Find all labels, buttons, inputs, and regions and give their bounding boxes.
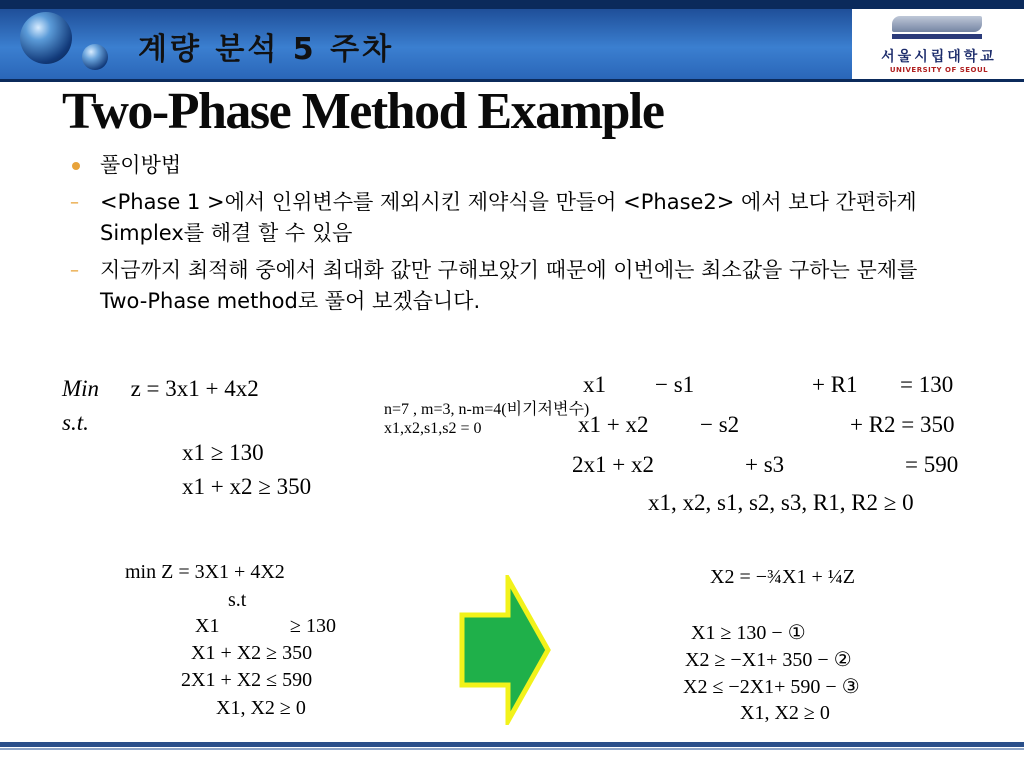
logo-korean-text: 서울시립대학교 [881,49,997,65]
ll-c1-rhs: ≥ 130 [290,615,336,637]
logo-emblem-icon [892,16,982,32]
std-row-1 [583,372,606,398]
logo-stripe [892,34,982,39]
footer-line [0,742,1024,747]
small-globe-icon [82,44,108,70]
constraint-2: x1 + x2 ≥ 350 [182,474,312,499]
ll-c1-var: X1 [195,615,220,637]
min-label: Min [62,376,100,401]
ll-objective: min Z = 3X1 + 4X2 [125,561,285,583]
ll-c3: 2X1 + X2 ≤ 590 [181,669,313,691]
lr-c2: X2 ≥ −X1+ 350 − ② [685,649,852,671]
header-band [0,9,852,79]
bullet-list [70,150,970,323]
lr-c4: X1, X2 ≥ 0 [740,702,830,724]
std-row-3: 2x1 + x2 [572,452,654,477]
dash-icon: – [70,192,79,213]
ll-st: s.t [228,589,247,611]
lr-c3: X2 ≤ −2X1+ 590 − ③ [683,676,860,698]
slide-title: Two-Phase Method Example [62,83,664,140]
std-row-2: x1 + x2 [578,412,649,437]
bullet-dot-icon [72,162,80,170]
dash-icon: – [70,260,79,281]
bullet-item [70,255,970,317]
st-label [62,410,89,436]
ll-c2: X1 + X2 ≥ 350 [191,642,313,664]
objective-row [62,376,259,402]
bullet-text: 지금까지 최적해 중에서 최대화 값만 구해보았기 때문에 이번에는 최소값을 구하는 문제를 Two-Phase method로 풀어 보겠습니다. [100,258,918,313]
std-row-2-r: + R2 = 350 [850,412,955,437]
university-logo [856,12,1018,78]
bullet-text: <Phase 1 >에서 인위변수를 제외시킨 제약식을 만들어 <Phase2> 에서 보다 간편하게 Simplex를 해결 할 수 있음 [100,190,917,245]
std-row-3-s: + s3 [745,452,785,477]
nonnegativity: x1, x2, s1, s2, s3, R1, R2 ≥ 0 [648,490,914,515]
std-row-1-r: + R1 [812,372,858,397]
st-text: s.t. [62,410,89,435]
logo-english-text: UNIVERSITY OF SEOUL [889,66,989,74]
top-strip [0,0,1024,9]
constraint-1: x1 ≥ 130 [182,440,264,465]
std-row-2-s: − s2 [700,412,740,437]
course-title: 계량 분석 5 주차 [138,32,395,67]
variable-count-note: n=7 , m=3, n-m=4(비기저변수) [384,401,590,418]
bullet-item [70,150,970,181]
right-arrow-icon [458,575,554,725]
footer-line-light [0,748,1024,750]
std-term: x1 [583,372,606,397]
nonbasic-note: x1,x2,s1,s2 = 0 [384,420,482,437]
lr-objective: X2 = −¾X1 + ¼Z [710,566,855,588]
std-row-1-s: − s1 [655,372,695,397]
ll-c4: X1, X2 ≥ 0 [216,697,306,719]
std-row-3-rhs: = 590 [905,452,959,477]
bullet-item [70,187,970,249]
std-row-1-rhs: = 130 [900,372,954,397]
bullet-text: 풀이방법 [100,153,182,177]
objective-expression: z = 3x1 + 4x2 [130,376,259,401]
globe-icon [20,12,72,64]
lr-c1: X1 ≥ 130 − ① [691,622,806,644]
